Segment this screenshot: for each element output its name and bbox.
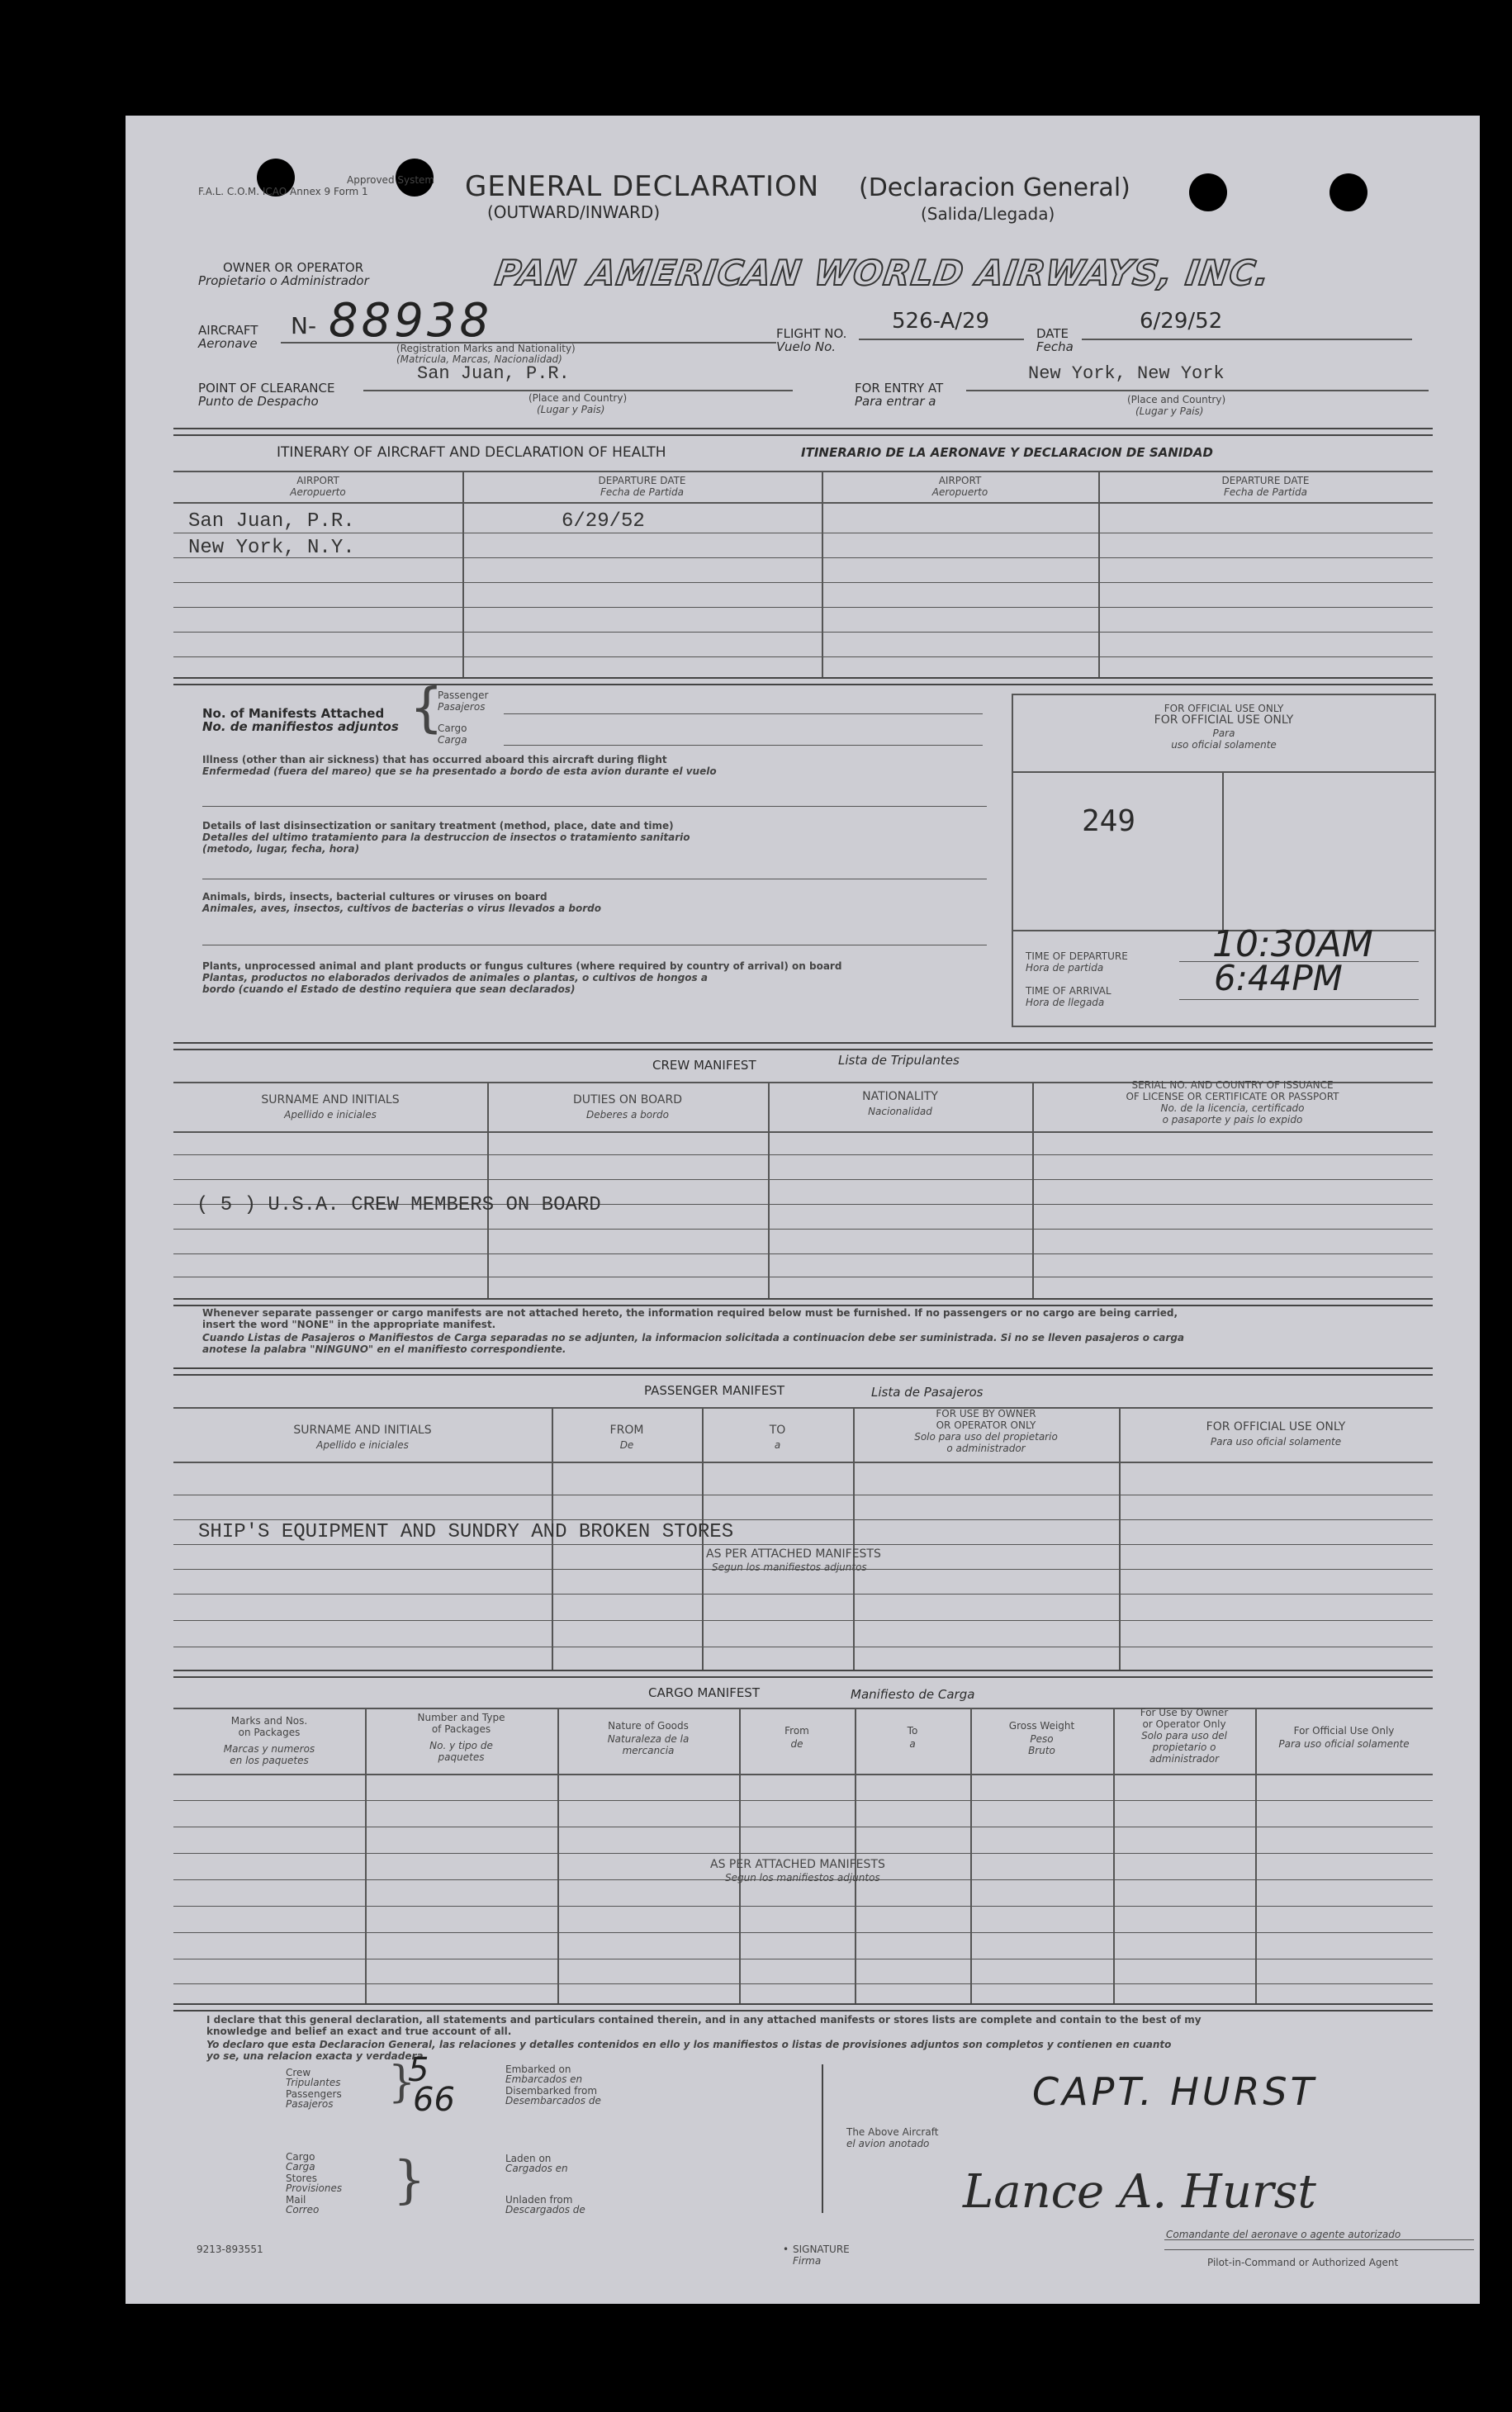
animals-label: Animals, birds, insects, bacterial cultures or viruses on board	[202, 891, 547, 903]
disinsect-label-es-2: (metodo, lugar, fecha, hora)	[202, 843, 360, 855]
aircraft-prefix: N-	[291, 312, 317, 339]
passenger-col-owner-es: Solo para uso del propietario	[914, 1431, 1058, 1443]
entry-label-es: Para entrar a	[855, 394, 936, 409]
crew-heading-es: Lista de Tripulantes	[838, 1053, 960, 1068]
decl-captain-name: CAPT. HURST	[1032, 2069, 1317, 2114]
cargo-col-marks: Marks and Nos.	[230, 1715, 308, 1727]
crew-col-serial: SERIAL NO. AND COUNTRY OF ISSUANCE	[1131, 1079, 1334, 1091]
cargo-col-marks-2: on Packages	[238, 1727, 301, 1738]
owner-value: PAN AMERICAN WORLD AIRWAYS, INC.	[492, 253, 1273, 293]
decl-signature-label-es: Firma	[793, 2255, 822, 2267]
illness-label-es: Enfermedad (fuera del mareo) que se ha presentado a bordo de esta avion durante el vuelo	[202, 765, 717, 777]
notice-text-4: anotese la palabra "NINGUNO" en el manifiesto correspondiente.	[202, 1343, 566, 1355]
brace-icon: }	[393, 2149, 426, 2210]
crew-col-serial-es: No. de la licencia, certificado	[1160, 1102, 1305, 1114]
arrival-time-label: TIME OF ARRIVAL	[1026, 985, 1111, 997]
itinerary-heading-es: ITINERARIO DE LA AERONAVE Y DECLARACION DE SANIDAD	[801, 445, 1213, 460]
brace-icon: {	[410, 678, 443, 739]
decl-stores-label: Stores	[286, 2173, 317, 2184]
page-subtitle-es: (Salida/Llegada)	[921, 204, 1055, 224]
cargo-col-from-es: de	[790, 1738, 803, 1750]
itinerary-col-departure-2-es: Fecha de Partida	[1223, 486, 1307, 498]
clearance-label-es: Punto de Despacho	[198, 394, 319, 409]
flight-number: 526-A/29	[892, 309, 990, 334]
notice-text-1: Whenever separate passenger or cargo manifests are not attached hereto, the information required below must be furnished. If no passengers or no cargo are being carried,	[202, 1307, 1178, 1319]
clearance-sub-label: (Place and Country)	[528, 392, 628, 404]
clearance-value: San Juan, P.R.	[417, 363, 570, 384]
passenger-col-owner-es-2: o administrador	[946, 1443, 1026, 1454]
decl-mail-label-es: Correo	[286, 2204, 320, 2215]
cargo-col-to: To	[907, 1725, 918, 1737]
manifest-passenger-label-es: Pasajeros	[438, 701, 486, 713]
decl-laden-label: Laden on	[505, 2153, 552, 2164]
decl-mail-label: Mail	[286, 2194, 306, 2206]
notice-text-2: insert the word "NONE" in the appropriate manifest.	[202, 1319, 496, 1330]
manifest-cargo-label-es: Carga	[438, 734, 467, 746]
itinerary-heading: ITINERARY OF AIRCRAFT AND DECLARATION OF HEALTH	[277, 444, 666, 461]
decl-commander-label: Pilot-in-Command or Authorized Agent	[1207, 2257, 1399, 2268]
aircraft-label: AIRCRAFT	[198, 323, 258, 338]
plants-label-es: Plantas, productos no elaborados derivados de animales o plantas, o cultivos de hongos a	[202, 972, 708, 983]
official-use-label: FOR OFFICIAL USE ONLY	[1164, 703, 1284, 714]
itinerary-col-departure-es: Fecha de Partida	[600, 486, 684, 498]
decl-above-aircraft-label: The Above Aircraft	[846, 2126, 939, 2138]
passenger-col-from-es: De	[619, 1439, 634, 1451]
punch-hole	[1189, 173, 1227, 211]
punch-hole	[1330, 173, 1367, 211]
illness-label: Illness (other than air sickness) that has occurred aboard this aircraft during flight	[202, 754, 667, 765]
aircraft-sub-label: (Registration Marks and Nationality)	[396, 343, 576, 354]
animals-label-es: Animales, aves, insectos, cultivos de bacterias o virus llevados a bordo	[202, 903, 601, 914]
approved-label: Approved System	[347, 174, 435, 186]
decl-unladen-label-es: Descargados de	[505, 2204, 585, 2215]
cargo-col-official-es: Para uso oficial solamente	[1278, 1738, 1410, 1750]
passenger-col-from: FROM	[609, 1424, 644, 1437]
passenger-heading: PASSENGER MANIFEST	[644, 1383, 785, 1398]
cargo-col-weight-es-2: Bruto	[1028, 1745, 1055, 1756]
cargo-col-owner-2: or Operator Only	[1142, 1718, 1226, 1730]
passenger-attached-label-es: Segun los manifiestos adjuntos	[712, 1561, 867, 1573]
decl-stores-label-es: Provisiones	[286, 2182, 343, 2194]
passenger-col-to: TO	[769, 1424, 786, 1437]
approved-form-label: F.A.L. C.O.M. ICAO Annex 9 Form 1	[198, 186, 368, 197]
plants-label: Plants, unprocessed animal and plant products or fungus cultures (where required by country of arrival) on board	[202, 960, 842, 972]
decl-disembarked-label-es: Desembarcados de	[505, 2095, 601, 2106]
cargo-col-weight: Gross Weight	[1008, 1720, 1075, 1732]
owner-label: OWNER OR OPERATOR	[223, 260, 364, 275]
date-value: 6/29/52	[1140, 309, 1223, 334]
passenger-col-surname: SURNAME AND INITIALS	[293, 1424, 432, 1437]
itinerary-col-airport-2: AIRPORT	[938, 475, 982, 486]
form-number: 9213-893551	[197, 2244, 263, 2255]
decl-disembarked-label: Disembarked from	[505, 2085, 598, 2097]
decl-commander-label-es: Comandante del aeronave o agente autorizado	[1166, 2229, 1401, 2240]
cargo-attached-label: AS PER ATTACHED MANIFESTS	[710, 1858, 885, 1871]
departure-time-label: TIME OF DEPARTURE	[1026, 950, 1128, 962]
crew-col-nationality: NATIONALITY	[862, 1090, 938, 1103]
flight-label-es: Vuelo No.	[776, 339, 837, 354]
itinerary-row2-airport: New York, N.Y.	[188, 537, 355, 559]
passenger-col-official: FOR OFFICIAL USE ONLY	[1206, 1420, 1346, 1433]
entry-label: FOR ENTRY AT	[855, 381, 944, 396]
disinsect-label: Details of last disinsectization or sanitary treatment (method, place, date and time)	[202, 820, 674, 832]
declaration-text-2: knowledge and belief an exact and true account of all.	[206, 2026, 512, 2037]
arrival-time-value: 6:44PM	[1214, 958, 1343, 998]
passenger-heading-es: Lista de Pasajeros	[871, 1385, 984, 1400]
passenger-col-to-es: a	[774, 1439, 781, 1451]
crew-entry: ( 5 ) U.S.A. CREW MEMBERS ON BOARD	[197, 1194, 601, 1216]
arrival-time-label-es: Hora de llegada	[1026, 997, 1105, 1008]
entry-sub-label: (Place and Country)	[1127, 394, 1226, 405]
decl-embarked-label-es: Embarcados en	[505, 2073, 583, 2085]
cargo-col-owner: For Use by Owner	[1140, 1707, 1229, 1718]
cargo-col-nature: Nature of Goods	[608, 1720, 689, 1732]
plants-label-es-2: bordo (cuando el Estado de destino requiera que sean declarados)	[202, 983, 576, 995]
page-title: GENERAL DECLARATION	[465, 170, 820, 203]
itinerary-col-airport-es: Aeropuerto	[290, 486, 346, 498]
cargo-col-weight-es: Peso	[1030, 1733, 1054, 1745]
crew-col-surname-es: Apellido e iniciales	[284, 1109, 377, 1121]
official-number: 249	[1082, 804, 1136, 838]
cargo-heading: CARGO MANIFEST	[648, 1685, 760, 1700]
passenger-entry: SHIP'S EQUIPMENT AND SUNDRY AND BROKEN STORES	[198, 1521, 734, 1543]
decl-laden-label-es: Cargados en	[505, 2163, 568, 2174]
passenger-col-owner-2: OR OPERATOR ONLY	[936, 1419, 1036, 1431]
departure-time-label-es: Hora de partida	[1026, 962, 1104, 974]
aircraft-label-es: Aeronave	[198, 336, 258, 351]
page-title-es: (Declaracion General)	[859, 173, 1130, 202]
cargo-heading-es: Manifiesto de Carga	[851, 1687, 975, 1702]
flight-label: FLIGHT NO.	[776, 326, 847, 341]
cargo-col-owner-es: Solo para uso del	[1141, 1730, 1227, 1741]
declaration-text-4: yo se, una relacion exacta y verdadera.	[206, 2050, 428, 2062]
entry-sub-label-es: (Lugar y Pais)	[1135, 405, 1204, 417]
cargo-col-owner-es-3: administrador	[1149, 1753, 1220, 1765]
decl-above-aircraft-label-es: el avion anotado	[846, 2138, 930, 2149]
passenger-col-owner: FOR USE BY OWNER	[936, 1408, 1036, 1419]
notice-text-3: Cuando Listas de Pasajeros o Manifiestos de Carga separadas no se adjunten, la informacion solicitada a continuacion debe ser suministrada. Si no se lleven pasajeros o carga	[202, 1332, 1185, 1343]
manifest-passenger-label: Passenger	[438, 689, 489, 701]
decl-crew-label-es: Tripulantes	[286, 2077, 341, 2088]
crew-col-serial-es-2: o pasaporte y pais lo expido	[1162, 1114, 1303, 1125]
cargo-col-number: Number and Type	[417, 1712, 505, 1723]
declaration-text-3: Yo declaro que esta Declaracion General, las relaciones y detalles contenidos en ello y los manifiestos o listas de provisiones adjuntos son completos y contienen en cuanto	[206, 2039, 1172, 2050]
date-label-es: Fecha	[1036, 339, 1074, 354]
owner-label-es: Propietario o Administrador	[198, 273, 369, 288]
cargo-col-nature-es: Naturaleza de la	[607, 1733, 690, 1745]
passenger-col-official-es: Para uso oficial solamente	[1210, 1436, 1342, 1448]
decl-signature-label: SIGNATURE	[793, 2244, 850, 2255]
crew-heading: CREW MANIFEST	[652, 1058, 756, 1073]
entry-value: New York, New York	[1028, 363, 1225, 384]
itinerary-row1-airport: San Juan, P.R.	[188, 510, 355, 533]
brace-icon: }	[388, 2058, 416, 2107]
cargo-col-marks-es: Marcas y numeros	[223, 1743, 315, 1755]
decl-crew-count: 5	[408, 2051, 429, 2089]
crew-col-duties: DUTIES ON BOARD	[572, 1093, 683, 1106]
passenger-attached-label: AS PER ATTACHED MANIFESTS	[706, 1547, 881, 1561]
itinerary-col-airport: AIRPORT	[296, 475, 339, 486]
decl-crew-label: Crew	[286, 2067, 311, 2078]
decl-passengers-label-es: Pasajeros	[286, 2098, 334, 2110]
crew-col-serial-2: OF LICENSE OR CERTIFICATE OR PASSPORT	[1126, 1091, 1339, 1102]
declaration-text-1: I declare that this general declaration, all statements and particulars contained therein, and in any attached manifests or stores lists are complete and contain to the best of my	[206, 2014, 1202, 2026]
departure-time-value: 10:30AM	[1212, 923, 1373, 965]
manifests-label-es: No. de manifiestos adjuntos	[202, 719, 399, 734]
itinerary-col-departure: DEPARTURE DATE	[598, 475, 686, 486]
disinsect-label-es: Detalles del ultimo tratamiento para la destruccion de insectos o tratamiento sanitario	[202, 832, 690, 843]
decl-passenger-count: 66	[413, 2081, 455, 2119]
cargo-attached-label-es: Segun los manifiestos adjuntos	[725, 1872, 880, 1884]
cargo-col-from: From	[784, 1725, 809, 1737]
crew-col-duties-es: Deberes a bordo	[585, 1109, 670, 1121]
decl-passengers-label: Passengers	[286, 2088, 342, 2100]
manifest-cargo-label: Cargo	[438, 723, 467, 734]
official-use-label-main: FOR OFFICIAL USE ONLY	[1154, 713, 1294, 727]
clearance-label: POINT OF CLEARANCE	[198, 381, 335, 396]
cargo-col-number-es: No. y tipo de	[429, 1740, 493, 1751]
aircraft-registration: 88938	[329, 294, 493, 348]
itinerary-col-airport-2-es: Aeropuerto	[931, 486, 988, 498]
decl-signature: Lance A. Hurst	[963, 2165, 1316, 2219]
cargo-col-number-es-2: paquetes	[438, 1751, 485, 1763]
decl-unladen-label: Unladen from	[505, 2194, 573, 2206]
page-subtitle: (OUTWARD/INWARD)	[487, 202, 661, 222]
cargo-col-owner-es-2: propietario o	[1152, 1741, 1216, 1753]
cargo-col-number-2: of Packages	[431, 1723, 491, 1735]
manifests-label: No. of Manifests Attached	[202, 706, 385, 721]
itinerary-row1-date: 6/29/52	[562, 510, 645, 533]
clearance-sub-label-es: (Lugar y Pais)	[537, 404, 605, 415]
cargo-col-nature-es-2: mercancia	[622, 1745, 675, 1756]
crew-col-nationality-es: Nacionalidad	[868, 1106, 932, 1117]
decl-embarked-label: Embarked on	[505, 2064, 571, 2075]
aircraft-sub-label-es: (Matricula, Marcas, Nacionalidad)	[396, 353, 562, 365]
official-use-label-es-2: uso oficial solamente	[1171, 739, 1277, 751]
official-use-label-es: Para	[1212, 727, 1235, 739]
cargo-col-to-es: a	[909, 1738, 916, 1750]
decl-cargo-label-es: Carga	[286, 2161, 315, 2173]
decl-cargo-label: Cargo	[286, 2151, 315, 2163]
cargo-col-marks-es-2: en los paquetes	[230, 1755, 309, 1766]
itinerary-col-departure-2: DEPARTURE DATE	[1221, 475, 1310, 486]
cargo-col-official: For Official Use Only	[1293, 1725, 1395, 1737]
crew-col-surname: SURNAME AND INITIALS	[261, 1093, 400, 1106]
passenger-col-surname-es: Apellido e iniciales	[316, 1439, 409, 1451]
asterisk-icon: •	[783, 2244, 789, 2255]
date-label: DATE	[1036, 326, 1069, 341]
